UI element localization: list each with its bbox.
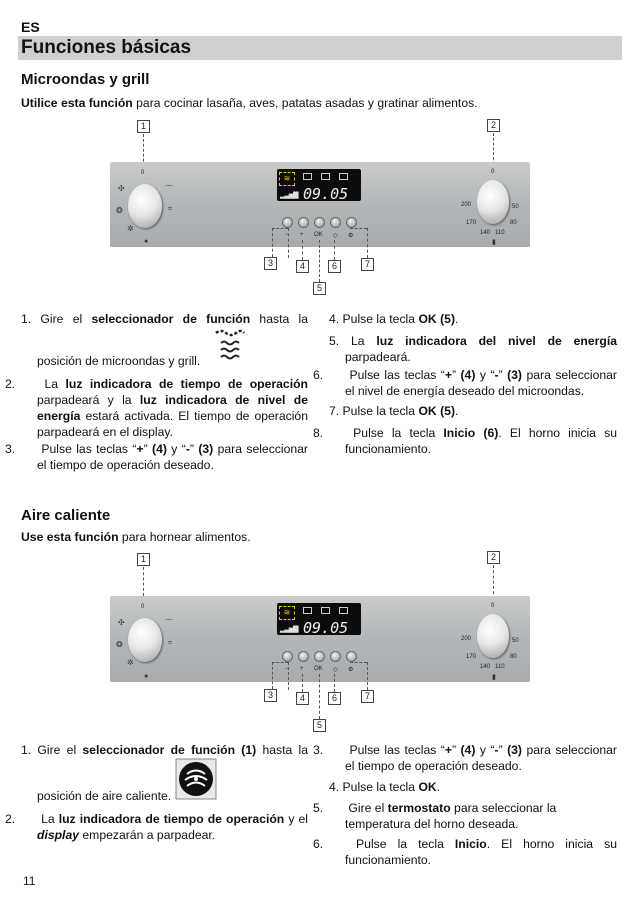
text-bold: OK (5) xyxy=(418,404,455,418)
s2-right-column xyxy=(313,742,617,867)
text-bold: luz indicadora de tiempo de operación xyxy=(65,377,308,391)
power-indicator-icon xyxy=(321,607,330,614)
temp-label-80: 80 xyxy=(510,654,517,660)
text: Pulse las teclas “ xyxy=(345,743,445,757)
text: ” xyxy=(189,442,199,456)
s2-intro-bold: Use esta función xyxy=(21,530,119,544)
text-bold: seleccionador de función (1) xyxy=(82,743,257,757)
callout-1: 1 xyxy=(137,553,150,566)
text-bold: Inicio xyxy=(454,837,487,851)
weight-indicator-icon xyxy=(339,173,348,180)
s2-left-column xyxy=(5,742,308,842)
power-indicator-icon xyxy=(321,173,330,180)
text: 3. xyxy=(313,743,324,757)
leader-line xyxy=(302,240,303,260)
start-button[interactable] xyxy=(330,651,341,662)
text: . xyxy=(455,404,459,418)
text: 1. Gire el xyxy=(21,312,92,326)
start-label: ◇ xyxy=(333,233,338,239)
stop-label: ⚙ xyxy=(348,233,354,239)
plus-label: + xyxy=(300,232,304,238)
minus-label: − xyxy=(285,666,289,672)
grill-symbol-icon: ❂ xyxy=(116,640,123,649)
text: 5. xyxy=(313,801,324,815)
s1-step-4 xyxy=(329,311,458,327)
s1-step-6 xyxy=(313,367,617,399)
text: . xyxy=(455,312,459,326)
s1-left-column xyxy=(5,311,308,481)
display-screen xyxy=(277,169,361,201)
s1-step-1-cont: posición de microondas y grill. xyxy=(37,354,201,368)
s2-step-4 xyxy=(329,779,440,795)
text: La xyxy=(37,377,66,391)
microwave-symbol-icon: ≈ xyxy=(168,638,173,647)
text: 3. xyxy=(5,442,16,456)
s2-step-2 xyxy=(5,811,308,843)
text-bold: OK xyxy=(418,780,437,794)
temp-label-50: 50 xyxy=(512,638,519,644)
clock-indicator-icon xyxy=(303,607,312,614)
leader-line xyxy=(272,228,288,229)
thermostat-knob[interactable] xyxy=(477,180,509,224)
ok-button[interactable] xyxy=(314,651,325,662)
text: 4. Pulse la tecla xyxy=(329,780,419,794)
page-number: 11 xyxy=(23,874,36,888)
text: parpadeará y la xyxy=(37,393,140,407)
text: ” xyxy=(498,368,508,382)
text: y “ xyxy=(166,442,186,456)
stop-label: ⚙ xyxy=(348,667,354,673)
callout-2: 2 xyxy=(487,551,500,564)
s1-step-8 xyxy=(313,425,617,457)
s2-heading: Aire caliente xyxy=(21,507,111,524)
text-bold: - xyxy=(185,442,190,456)
leader-line xyxy=(350,228,367,229)
weight-indicator-icon xyxy=(339,607,348,614)
s1-intro-rest: para cocinar lasaña, aves, patatas asadas y gratinar alimentos. xyxy=(132,96,478,110)
text: 5. La xyxy=(329,334,377,348)
microwave-indicator-icon: ≋ xyxy=(279,172,295,186)
text: y el xyxy=(284,812,308,826)
callout-5: 5 xyxy=(313,719,326,732)
s1-right-column xyxy=(313,311,617,471)
callout-4: 4 xyxy=(296,260,309,273)
ok-label: OK xyxy=(314,232,323,238)
power-level-bars-icon: ▂▃▅▇ xyxy=(280,626,298,633)
text: Pulse las teclas “ xyxy=(345,368,445,382)
ok-label: OK xyxy=(314,666,323,672)
text: . El horno inicia su funcionamiento. xyxy=(345,426,617,456)
text-bold: (4) xyxy=(152,442,167,456)
clock-indicator-icon xyxy=(303,173,312,180)
text: para seleccionar el tiempo de operación deseado. xyxy=(37,442,308,472)
callout-6: 6 xyxy=(328,692,341,705)
leader-line xyxy=(272,662,273,689)
display-screen xyxy=(277,603,361,635)
text: 6. xyxy=(313,837,324,851)
text-bold: luz indicadora de tiempo de operación xyxy=(58,812,285,826)
callout-7: 7 xyxy=(361,690,374,703)
display-time: 09.05 xyxy=(303,185,349,203)
s1-intro xyxy=(21,96,478,110)
s2-step-5 xyxy=(313,800,617,832)
text: 8. xyxy=(313,426,324,440)
text: y “ xyxy=(475,743,495,757)
thermostat-knob[interactable] xyxy=(477,614,509,658)
s1-step-5 xyxy=(329,333,617,365)
temp-label-110: 110 xyxy=(495,664,505,670)
text: Pulse la tecla xyxy=(345,837,455,851)
text: 4. Pulse la tecla xyxy=(329,312,419,326)
hot-air-fan-symbol-icon xyxy=(173,756,219,802)
leader-line xyxy=(319,674,320,719)
text: para seleccionar el tiempo de operación deseado. xyxy=(345,743,617,773)
stop-button[interactable] xyxy=(346,651,357,662)
defrost-symbol-icon: ✲ xyxy=(127,658,134,667)
light-symbol-icon: ● xyxy=(144,238,149,245)
function-selector-knob[interactable] xyxy=(128,618,162,662)
text: ” xyxy=(498,743,508,757)
text: y “ xyxy=(475,368,495,382)
function-selector-knob[interactable] xyxy=(128,184,162,228)
text: hasta la xyxy=(250,312,308,326)
s2-step-1-cont: posición de aire caliente. xyxy=(37,789,172,803)
s2-step-1 xyxy=(21,742,308,758)
display-time: 09.05 xyxy=(303,619,349,637)
thermostat-zero-label: 0 xyxy=(491,169,495,175)
text-bold: luz indicadora de nivel de energía xyxy=(37,393,308,423)
microwave-indicator-icon: ≋ xyxy=(279,606,295,620)
text-bold: + xyxy=(444,743,452,757)
temp-label-170: 170 xyxy=(466,220,477,226)
knob-zero-label: 0 xyxy=(141,170,145,176)
s1-step-3 xyxy=(5,441,308,473)
text: parpadeará. xyxy=(345,350,411,364)
text: para seleccionar la temperatura del horno deseada. xyxy=(345,801,557,831)
oven-control-panel xyxy=(110,596,530,682)
leader-line xyxy=(350,662,367,663)
s2-intro xyxy=(21,530,251,544)
temp-label-50: 50 xyxy=(512,204,519,210)
s2-step-6 xyxy=(313,836,617,868)
text: ” xyxy=(451,368,461,382)
leader-line xyxy=(367,662,368,690)
callout-2: 2 xyxy=(487,119,500,132)
ok-button[interactable] xyxy=(314,217,325,228)
text: estará activada. El tiempo de operación parpadeará en el display. xyxy=(37,409,308,439)
text-bold: + xyxy=(444,368,452,382)
microwave-grill-symbol-icon xyxy=(213,329,245,365)
temp-label-140: 140 xyxy=(480,664,491,670)
thermostat-symbol-icon: ▮ xyxy=(492,239,496,246)
minus-label: − xyxy=(285,232,289,238)
minus-button[interactable] xyxy=(282,217,293,228)
callout-3: 3 xyxy=(264,689,277,702)
s2-control-panel-diagram xyxy=(0,548,638,738)
text-bold: (4) xyxy=(460,743,476,757)
grill-symbol-icon: ❂ xyxy=(116,206,123,215)
leader-line xyxy=(272,228,273,257)
leader-line xyxy=(367,228,368,258)
temp-label-140: 140 xyxy=(480,230,491,236)
plus-label: + xyxy=(300,666,304,672)
language-code: ES xyxy=(21,19,40,35)
fan-symbol-icon: ✣ xyxy=(118,618,125,627)
power-level-bars-icon: ▂▃▅▇ xyxy=(280,192,298,199)
callout-3: 3 xyxy=(264,257,277,270)
s1-step-7 xyxy=(329,403,458,419)
minus-button[interactable] xyxy=(282,651,293,662)
text: 6. xyxy=(313,368,324,382)
defrost-symbol-icon: ✲ xyxy=(127,224,134,233)
text: La xyxy=(37,812,59,826)
temp-label-80: 80 xyxy=(510,220,517,226)
text: Pulse la tecla xyxy=(345,426,444,440)
text-bold: (3) xyxy=(507,743,522,757)
text: Gire el xyxy=(345,801,388,815)
text: empezarán a parpadear. xyxy=(79,828,216,842)
plus-button[interactable] xyxy=(298,651,309,662)
s2-intro-rest: para hornear alimentos. xyxy=(118,530,251,544)
text-bold: (4) xyxy=(460,368,476,382)
start-label: ◇ xyxy=(333,667,338,673)
section-header-band xyxy=(18,36,622,60)
text-bold: - xyxy=(494,743,499,757)
text: Pulse las teclas “ xyxy=(37,442,137,456)
light-symbol-icon: ● xyxy=(144,673,149,680)
leader-line xyxy=(272,662,288,663)
s2-step-3 xyxy=(313,742,617,774)
thermostat-symbol-icon: ▮ xyxy=(492,674,496,681)
text-bold: luz indicadora del nivel de energía xyxy=(376,334,617,348)
text-bold: seleccionador de función xyxy=(91,312,251,326)
s1-heading: Microondas y grill xyxy=(21,71,150,88)
text-bold-italic: display xyxy=(37,828,79,842)
text-bold: - xyxy=(494,368,499,382)
text-bold: + xyxy=(136,442,144,456)
stop-button[interactable] xyxy=(346,217,357,228)
text: . xyxy=(436,780,441,794)
temp-label-170: 170 xyxy=(466,654,477,660)
text: 7. Pulse la tecla xyxy=(329,404,419,418)
start-button[interactable] xyxy=(330,217,341,228)
text: para seleccionar el nivel de energía deseado del microondas. xyxy=(345,368,617,398)
leader-line xyxy=(334,240,335,260)
microwave-symbol-icon: ≈ xyxy=(168,204,173,213)
text: hasta la xyxy=(256,743,308,757)
text: ” xyxy=(143,442,153,456)
s1-control-panel-diagram xyxy=(0,116,638,306)
thermostat-zero-label: 0 xyxy=(491,603,495,609)
temp-label-200: 200 xyxy=(461,202,472,208)
oven-control-panel xyxy=(110,162,530,247)
text: 2. xyxy=(5,377,16,391)
plus-button[interactable] xyxy=(298,217,309,228)
leader-line xyxy=(334,674,335,692)
callout-4: 4 xyxy=(296,692,309,705)
callout-5: 5 xyxy=(313,282,326,295)
text: ” xyxy=(451,743,461,757)
temp-label-110: 110 xyxy=(495,230,505,236)
leader-line xyxy=(288,662,289,690)
top-heat-symbol-icon: ⌒ xyxy=(165,185,173,194)
text-bold: (3) xyxy=(507,368,522,382)
leader-line xyxy=(302,674,303,692)
leader-line xyxy=(319,240,320,282)
text-bold: OK (5) xyxy=(418,312,455,326)
text: 2. xyxy=(5,812,16,826)
leader-line xyxy=(288,228,289,258)
top-heat-symbol-icon: ⌒ xyxy=(165,619,173,628)
text-bold: termostato xyxy=(387,801,451,815)
callout-1: 1 xyxy=(137,120,150,133)
fan-symbol-icon: ✣ xyxy=(118,184,125,193)
s1-step-1 xyxy=(21,311,308,327)
callout-6: 6 xyxy=(328,260,341,273)
text: . El horno inicia su funcionamiento. xyxy=(345,837,617,867)
knob-zero-label: 0 xyxy=(141,604,145,610)
text: 1. Gire el xyxy=(21,743,83,757)
temp-label-200: 200 xyxy=(461,636,472,642)
text-bold: Inicio (6) xyxy=(443,426,499,440)
s1-step-2 xyxy=(5,376,308,440)
section-title: Funciones básicas xyxy=(21,37,192,58)
callout-7: 7 xyxy=(361,258,374,271)
text-bold: (3) xyxy=(198,442,214,456)
s1-intro-bold: Utilice esta función xyxy=(21,96,133,110)
